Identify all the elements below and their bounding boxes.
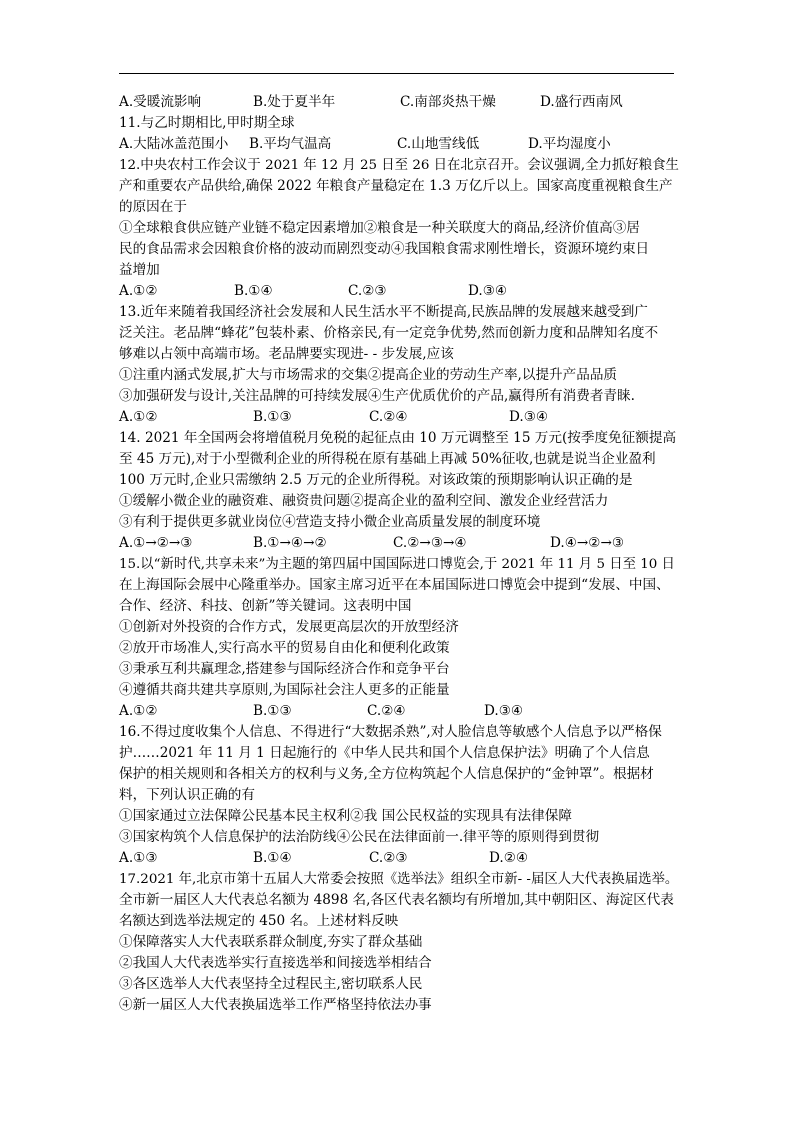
q16-line: ③国家构筑个人信息保护的法治防线④公民在法律面前一.律平等的原则得到贯彻 — [119, 829, 600, 845]
option-c: C.②→③→④ — [393, 535, 467, 551]
question-16 — [119, 722, 679, 869]
q16-options — [119, 848, 679, 869]
option-c: C.山地雪线低 — [397, 136, 480, 152]
q13-options — [119, 407, 679, 428]
q12-line: 12.中央农村工作会议于 2021 年 12 月 25 日至 26 日在北京召开。会议强调,全力抓好粮食生 — [119, 158, 679, 173]
q16-line: ①国家通过立法保障公民基本民主权利②我 国公民权益的实现具有法律保障 — [119, 808, 572, 824]
option-d: D.平均湿度小 — [528, 136, 611, 152]
option-d: D.盛行西南风 — [540, 94, 623, 110]
option-a: A.大陆冰盖范围小 — [119, 136, 229, 152]
q13-line: 够难以占领中高端市场。老品牌要实现进- - 步发展,应该 — [119, 346, 454, 362]
option-d: D.③④ — [468, 283, 508, 299]
option-b: B.①→④→② — [253, 535, 327, 551]
option-a: A.①③ — [119, 850, 158, 866]
option-a: A.受暖流影响 — [119, 94, 202, 110]
q12-line: 产和重要农产品供给,确保 2022 年粮食产量稳定在 1.3 万亿斤以上。国家高度重视粮食生产 — [119, 178, 673, 194]
option-a: A.①② — [119, 703, 158, 719]
q14-line: 100 万元时,企业只需缴纳 2.5 万元的企业所得税。对该政策的预期影响认识正确的是 — [119, 472, 633, 488]
q14-line: 至 45 万元),对于小型微利企业的所得税在原有基础上再减 50%征收,也就是说当企业盈利 — [119, 451, 656, 467]
question-15 — [119, 554, 679, 722]
q13-line: ③加强研发与设计,关注品牌的可持续发展④生产优质优价的产品,赢得所有消费者青睐. — [119, 388, 635, 404]
option-c: C.②③ — [369, 850, 408, 866]
q14-line: 14. 2021 年全国两会将增值税月免税的起征点由 10 万元调整至 15 万元(按季度免征额提高 — [119, 430, 677, 446]
option-d: D.③④ — [484, 703, 524, 719]
q12-line: 民的食品需求会因粮食价格的波动而剧烈变动④我国粮食需求刚性增长，资源环境约束日 — [119, 241, 650, 257]
option-a: A.①② — [119, 283, 158, 299]
q12-line: ①全球粮食供应链产业链不稳定因素增加②粮食是一种关联度大的商品,经济价值高③居 — [119, 220, 640, 236]
question-13 — [119, 302, 679, 428]
option-a: A.①② — [119, 409, 158, 425]
q15-line: ④遵循共商共建共享原则,为国际社会注人更多的正能量 — [119, 682, 450, 698]
header-rule — [119, 73, 674, 74]
q15-line: 15.以“新时代,共享未来”为主题的第四届中国国际进口博览会,于 2021 年 11 月 5 日至 10 日 — [119, 557, 675, 572]
q17-line: ①保障落实人大代表联系群众制度,夯实了群众基础 — [119, 934, 423, 950]
q15-line: ①创新对外投资的合作方式，发展更高层次的开放型经济 — [119, 619, 459, 635]
option-a: A.①→②→③ — [119, 535, 193, 551]
option-b: B.①④ — [253, 850, 292, 866]
q16-line: 护……2021 年 11 月 1 日起施行的《中华人民共和国个人信息保护法》明确了个人信息 — [119, 745, 650, 761]
q15-line: ③秉承互利共赢理念,搭建参与国际经济合作和竞争平台 — [119, 661, 450, 677]
q17-line: 名额达到选举法规定的 450 名。上述材料反映 — [119, 913, 399, 929]
question-17 — [119, 869, 679, 1016]
q11-options — [119, 134, 679, 155]
q12-line: 益增加 — [119, 262, 160, 278]
option-d: D.④→②→③ — [550, 535, 625, 551]
question-12 — [119, 155, 679, 302]
q17-line: 全市新一届区人大代表总名额为 4898 名,各区代表名额均有所增加,其中朝阳区、海淀区代表 — [119, 892, 674, 908]
q14-line: ①缓解小微企业的融资难、融资贵问题②提高企业的盈利空间、激发企业经营活力 — [119, 493, 609, 509]
q14-options — [119, 533, 679, 554]
q11-stem: 11.与乙时期相比,甲时期全球 — [119, 115, 295, 131]
q10-options — [119, 92, 679, 113]
q16-line: 料，下列认识正确的有 — [119, 787, 255, 803]
option-b: B.①③ — [253, 703, 292, 719]
q16-line: 保护的相关规则和各相关方的权利与义务,全方位构筑起个人信息保护的“金钟罩”。根据材 — [119, 766, 654, 782]
q17-line: ④新一届区人大代表换届选举工作严格坚持依法办事 — [119, 997, 432, 1013]
option-b: B.①③ — [253, 409, 292, 425]
q17-line: 17.2021 年,北京市第十五届人大常委会按照《选举法》组织全市新- -届区人大代表换届选举。 — [119, 872, 679, 887]
q15-options — [119, 701, 679, 722]
question-14 — [119, 428, 679, 554]
q13-line: 13.近年来随着我国经济社会发展和人民生活水平不断提高,民族品牌的发展越来越受到广 — [119, 304, 648, 320]
option-b: B.处于夏半年 — [253, 94, 336, 110]
option-c: C.②③ — [348, 283, 387, 299]
q13-line: 泛关注。老品牌“蜂花”包装朴素、价格亲民,有一定竞争优势,然而创新力度和品牌知名度不 — [119, 325, 659, 341]
option-b: B.①④ — [234, 283, 273, 299]
q17-line: ③各区选举人大代表坚持全过程民主,密切联系人民 — [119, 976, 423, 992]
q12-line: 的原因在于 — [119, 199, 187, 215]
q15-line: ②放开市场准人,实行高水平的贸易自由化和便利化政策 — [119, 640, 450, 656]
q12-options — [119, 281, 679, 302]
q14-line: ③有利于提供更多就业岗位④营造支持小微企业高质量发展的制度环境 — [119, 514, 541, 530]
q13-line: ①注重内涵式发展,扩大与市场需求的交集②提高企业的劳动生产率,以提升产品品质 — [119, 367, 618, 383]
option-d: D.③④ — [509, 409, 549, 425]
q15-line: 合作、经济、科技、创新”等关键词。这表明中国 — [119, 598, 412, 614]
option-c: C.②④ — [367, 703, 406, 719]
exam-page — [119, 92, 679, 1016]
q17-line: ②我国人大代表选举实行直接选举和间接选举相结合 — [119, 955, 432, 971]
q16-line: 16.不得过度收集个人信息、不得进行“大数据杀熟”,对人脸信息等敏感个人信息予以严格保 — [119, 724, 662, 740]
option-c: C.南部炎热干燥 — [400, 94, 496, 110]
option-d: D.②④ — [489, 850, 529, 866]
option-b: B.平均气温高 — [249, 136, 332, 152]
option-c: C.②④ — [369, 409, 408, 425]
q15-line: 在上海国际会展中心隆重举办。国家主席习近平在本届国际进口博览会中提到“发展、中国、 — [119, 577, 670, 593]
